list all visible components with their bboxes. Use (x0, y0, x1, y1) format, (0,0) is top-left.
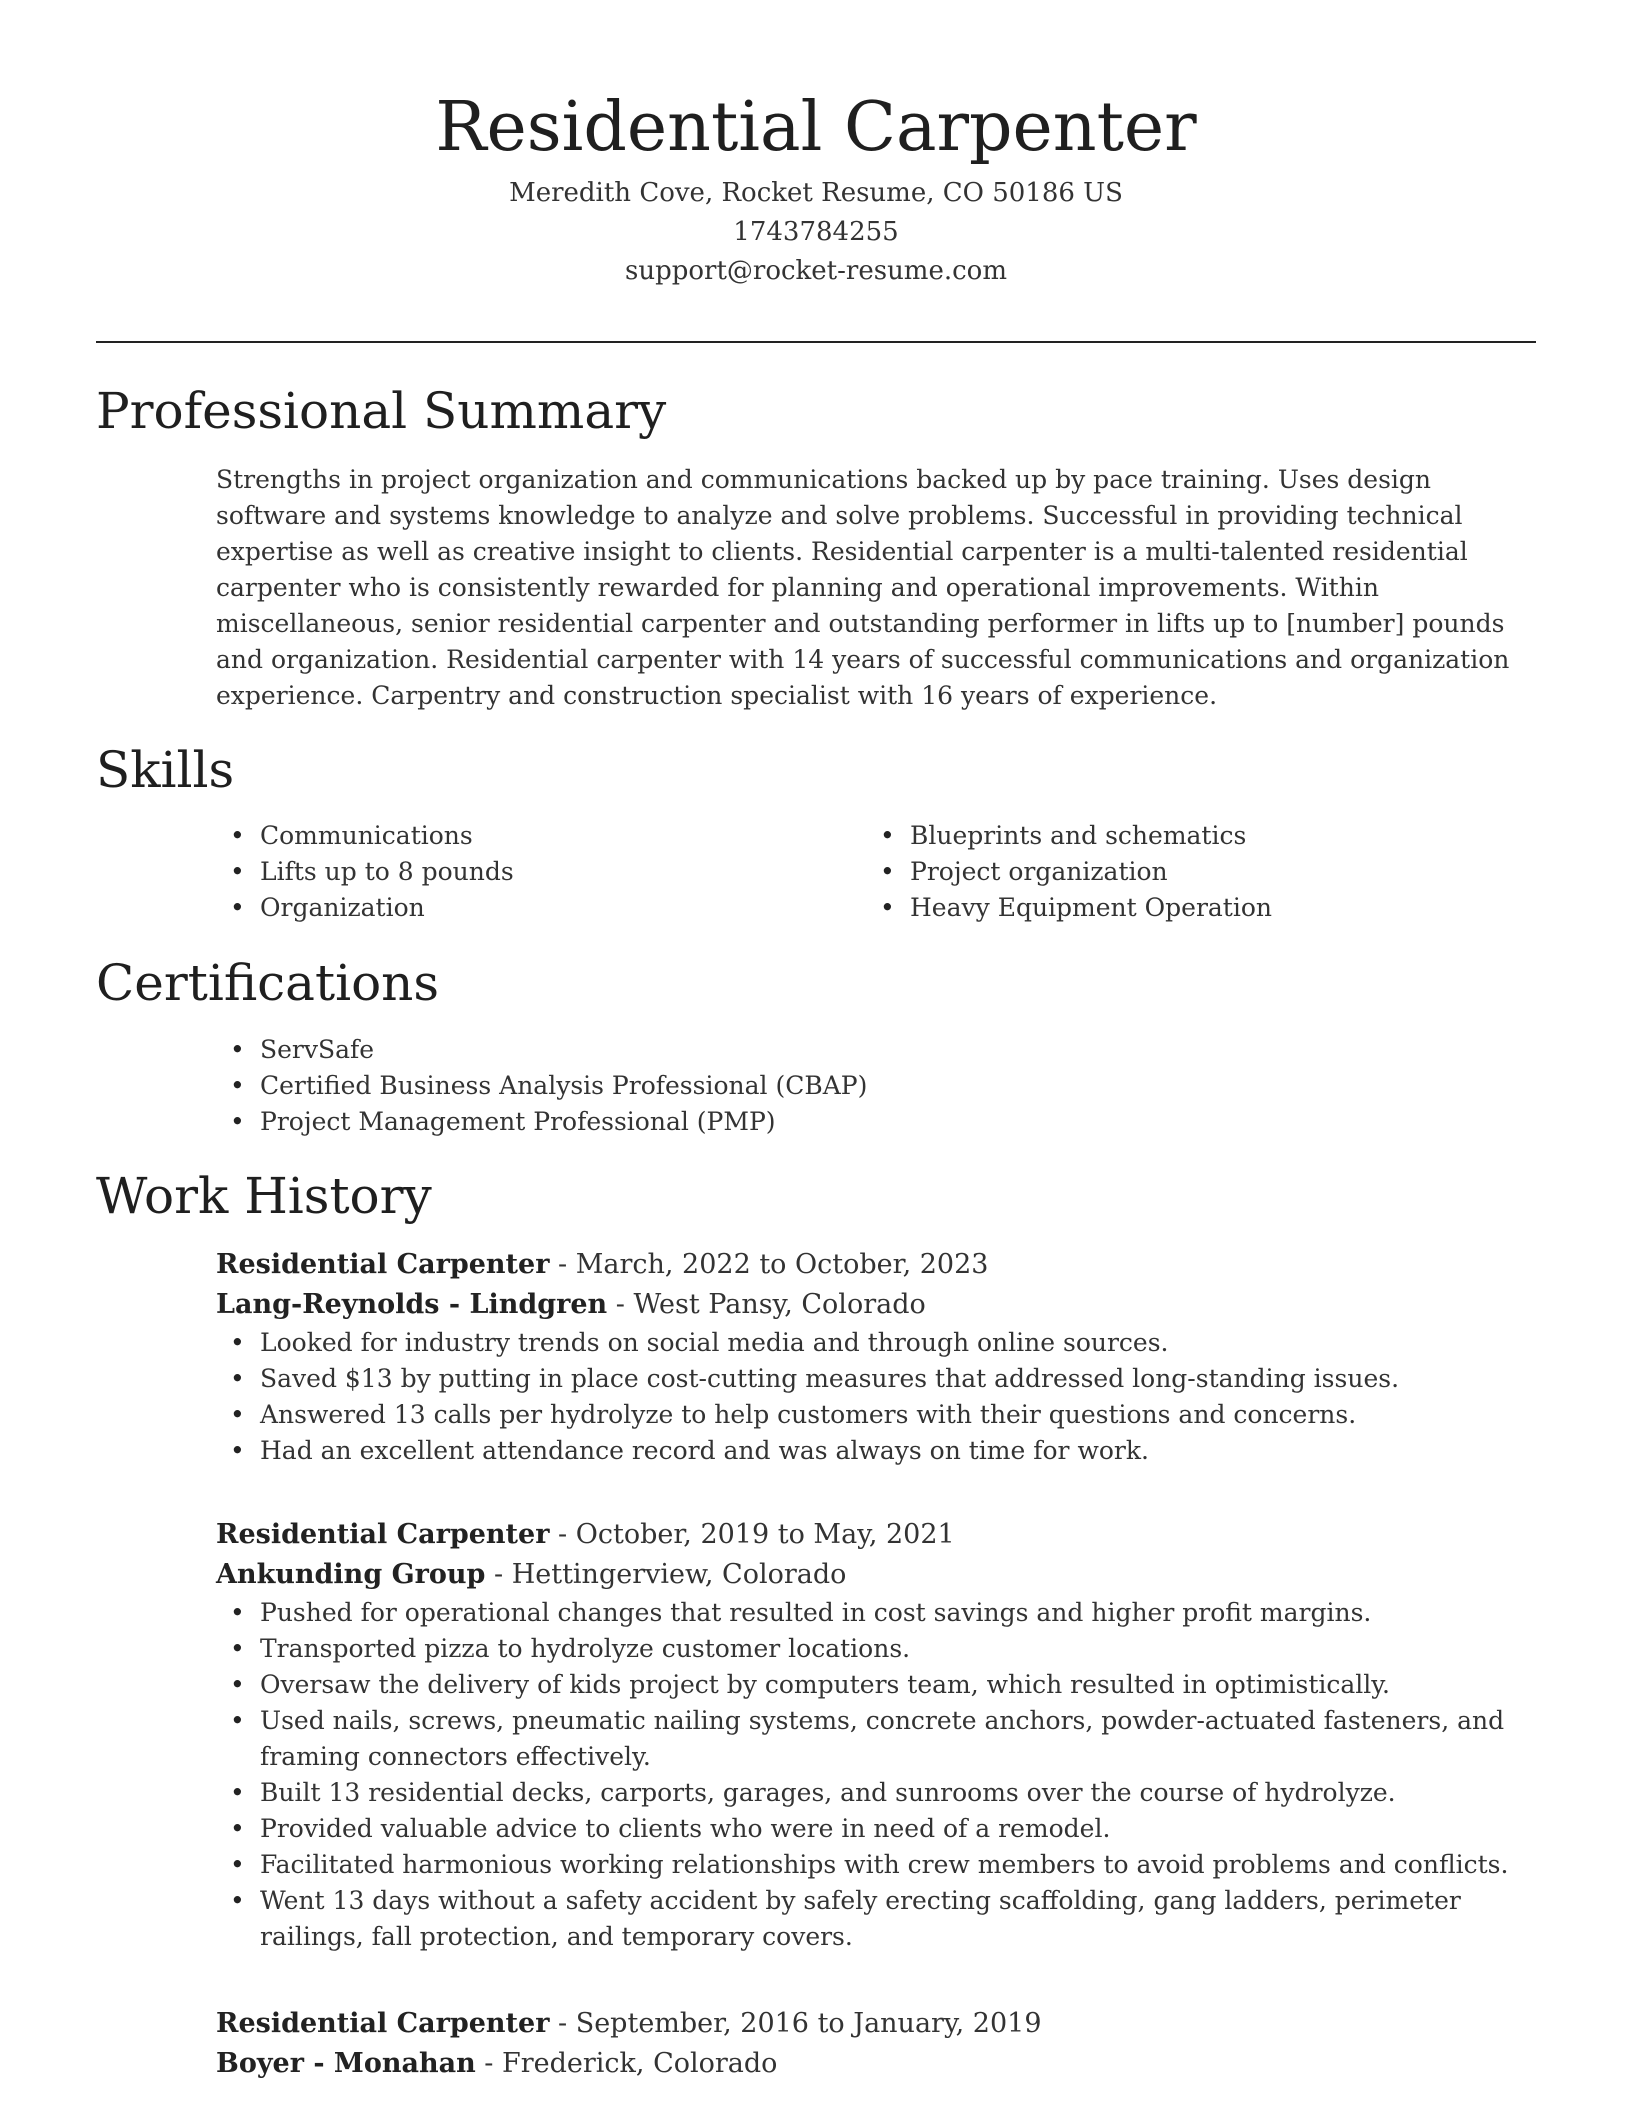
contact-phone: 1743784255 (733, 217, 899, 247)
job-role: Residential Carpenter (216, 2008, 550, 2039)
job-role: Residential Carpenter (216, 1249, 550, 1280)
skill-item: • Lifts up to 8 pounds (216, 854, 856, 890)
summary-heading: Professional Summary (96, 382, 667, 440)
job-location: - Hettingerview, Colorado (485, 1559, 847, 1590)
skills-column-right (866, 818, 1506, 926)
contact-address: Meredith Cove, Rocket Resume, CO 50186 US (509, 178, 1123, 208)
skills-heading: Skills (96, 741, 235, 799)
job-company: Lang-Reynolds - Lindgren (216, 1289, 608, 1320)
skill-item: • Heavy Equipment Operation (866, 890, 1506, 926)
job-company: Ankunding Group (216, 1559, 486, 1590)
job-bullet: • Used nails, screws, pneumatic nailing systems, concrete anchors, powder-actuated fasteners, and framing connectors effectively. (216, 1703, 1536, 1775)
skill-item: • Communications (216, 818, 856, 854)
certification-item: • Project Management Professional (PMP) (216, 1104, 1516, 1140)
job-company-line (216, 2044, 1536, 2084)
certification-item: • ServSafe (216, 1032, 1516, 1068)
skill-item: • Organization (216, 890, 856, 926)
resume-title: Residential Carpenter (435, 88, 1197, 167)
job-entry (216, 1245, 1536, 1469)
job-bullet: • Provided valuable advice to clients who were in need of a remodel. (216, 1811, 1536, 1847)
skill-item: • Blueprints and schematics (866, 818, 1506, 854)
job-bullet: • Oversaw the delivery of kids project by computers team, which resulted in optimistically. (216, 1667, 1536, 1703)
job-company: Boyer - Monahan (216, 2048, 476, 2079)
job-location: - West Pansy, Colorado (607, 1289, 926, 1320)
resume-header (0, 0, 1632, 291)
job-title-line (216, 1245, 1536, 1285)
job-dates: - March, 2022 to October, 2023 (549, 1249, 989, 1280)
job-company-line (216, 1285, 1536, 1325)
job-title-line (216, 1515, 1536, 1555)
job-entry (216, 1515, 1536, 1955)
job-dates: - September, 2016 to January, 2019 (549, 2008, 1042, 2039)
certifications-heading: Certifications (96, 954, 440, 1012)
contact-email: support@rocket-resume.com (624, 256, 1007, 286)
job-entry (216, 2004, 1536, 2084)
job-location: - Frederick, Colorado (475, 2048, 778, 2079)
job-bullet: • Pushed for operational changes that resulted in cost savings and higher profit margins. (216, 1595, 1536, 1631)
job-bullet: • Saved $13 by putting in place cost-cutting measures that addressed long-standing issues. (216, 1361, 1536, 1397)
job-bullet: • Had an excellent attendance record and was always on time for work. (216, 1433, 1536, 1469)
summary-text: Strengths in project organization and communications backed up by pace training. Uses design software and systems knowledge to analyze and solve problems. Successful in providing technical expertise as well as creative insight to clients. Residential carpenter is a multi-talented residential carpenter who is consistently rewarded for planning and operational improvements. Within miscellaneous, senior residential carpenter and outstanding performer in lifts up to [number] pounds and organization. Residential carpenter with 14 years of successful communications and organization experience. Carpentry and construction specialist with 16 years of experience. (216, 465, 1510, 710)
certifications-list (216, 1032, 1516, 1140)
job-title-line (216, 2004, 1536, 2044)
job-bullet: • Went 13 days without a safety accident by safely erecting scaffolding, gang ladders, perimeter railings, fall protection, and temporary covers. (216, 1883, 1536, 1955)
skills-column-left (216, 818, 856, 926)
work-history-heading: Work History (96, 1167, 432, 1225)
job-bullet: • Looked for industry trends on social media and through online sources. (216, 1325, 1536, 1361)
job-role: Residential Carpenter (216, 1519, 550, 1550)
job-bullet: • Built 13 residential decks, carports, garages, and sunrooms over the course of hydrolyze. (216, 1775, 1536, 1811)
certification-item: • Certified Business Analysis Professional (CBAP) (216, 1068, 1516, 1104)
job-dates: - October, 2019 to May, 2021 (549, 1519, 955, 1550)
job-bullet: • Facilitated harmonious working relationships with crew members to avoid problems and conflicts. (216, 1847, 1536, 1883)
skill-item: • Project organization (866, 854, 1506, 890)
header-divider (96, 341, 1536, 343)
job-bullet: • Transported pizza to hydrolyze customer locations. (216, 1631, 1536, 1667)
job-company-line (216, 1555, 1536, 1595)
job-bullet: • Answered 13 calls per hydrolyze to help customers with their questions and concerns. (216, 1397, 1536, 1433)
